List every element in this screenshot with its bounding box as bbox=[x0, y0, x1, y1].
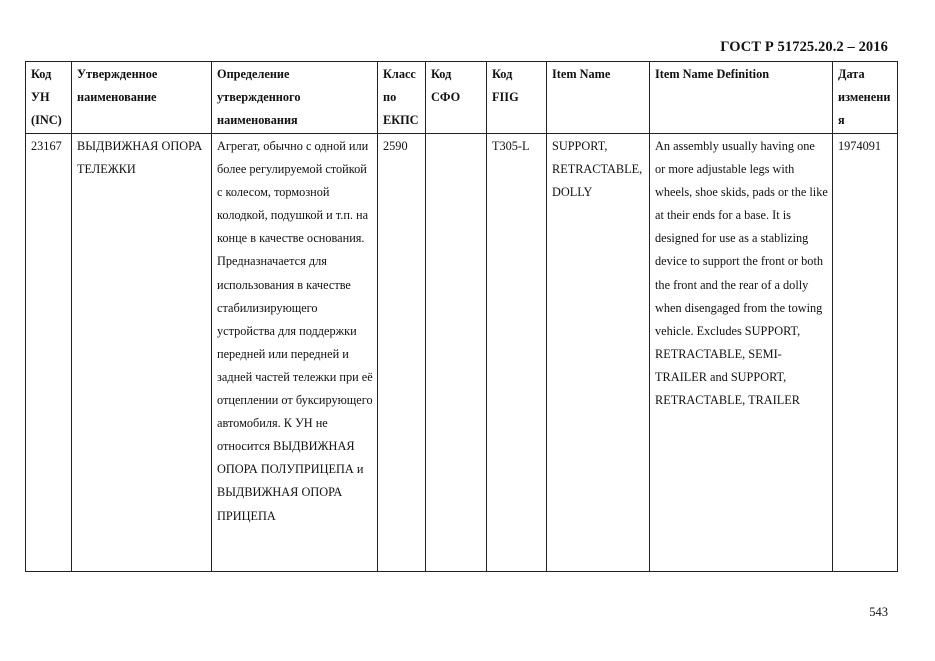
cell-change-date: 1974091 bbox=[833, 134, 898, 572]
column-header-definition: Определение утвержденного наименования bbox=[212, 62, 378, 134]
cell-ekps-class: 2590 bbox=[378, 134, 426, 572]
column-header-item-name-definition: Item Name Definition bbox=[650, 62, 833, 134]
column-header-approved-name: Утвержденное наименование bbox=[72, 62, 212, 134]
cell-definition: Агрегат, обычно с одной или более регулируемой стойкой с колесом, тормозной колодкой, подушкой и т.п. на конце в качестве основания. Предназначается для использования в качестве стабилизирующего устройства для поддержки передней или передней и задней частей тележки при её отцеплении от буксирующего автомобиля. К УН не относится ВЫДВИЖНАЯ ОПОРА ПОЛУПРИЦЕПА и ВЫДВИЖНАЯ ОПОРА ПРИЦЕПА bbox=[212, 134, 378, 572]
column-header-inc: Код УН (INC) bbox=[26, 62, 72, 134]
cell-fiig-code: T305-L bbox=[487, 134, 547, 572]
page-number: 543 bbox=[869, 605, 888, 619]
cell-item-name-definition: An assembly usually having one or more adjustable legs with wheels, shoe skids, pads or the like at their ends for a base. It is designed for use as a stablizing device to support the front or both the front and the rear of a dolly when disengaged from the towing vehicle. Excludes SUPPORT, RETRACTABLE, SEMI-TRAILER and SUPPORT, RETRACTABLE, TRAILER bbox=[650, 134, 833, 572]
column-header-change-date: Дата изменения bbox=[833, 62, 898, 134]
table-header-row bbox=[26, 62, 898, 134]
item-name-table bbox=[25, 61, 898, 572]
column-header-fiig-code: Код FIIG bbox=[487, 62, 547, 134]
document-standard-header: ГОСТ Р 51725.20.2 – 2016 bbox=[720, 39, 888, 55]
column-header-item-name: Item Name bbox=[547, 62, 650, 134]
column-header-ekps-class: Класс по ЕКПС bbox=[378, 62, 426, 134]
cell-sfo-code bbox=[426, 134, 487, 572]
cell-approved-name: ВЫДВИЖНАЯ ОПОРА ТЕЛЕЖКИ bbox=[72, 134, 212, 572]
column-header-sfo-code: Код СФО bbox=[426, 62, 487, 134]
table-row bbox=[26, 134, 898, 572]
cell-inc: 23167 bbox=[26, 134, 72, 572]
cell-item-name: SUPPORT, RETRACTABLE, DOLLY bbox=[547, 134, 650, 572]
